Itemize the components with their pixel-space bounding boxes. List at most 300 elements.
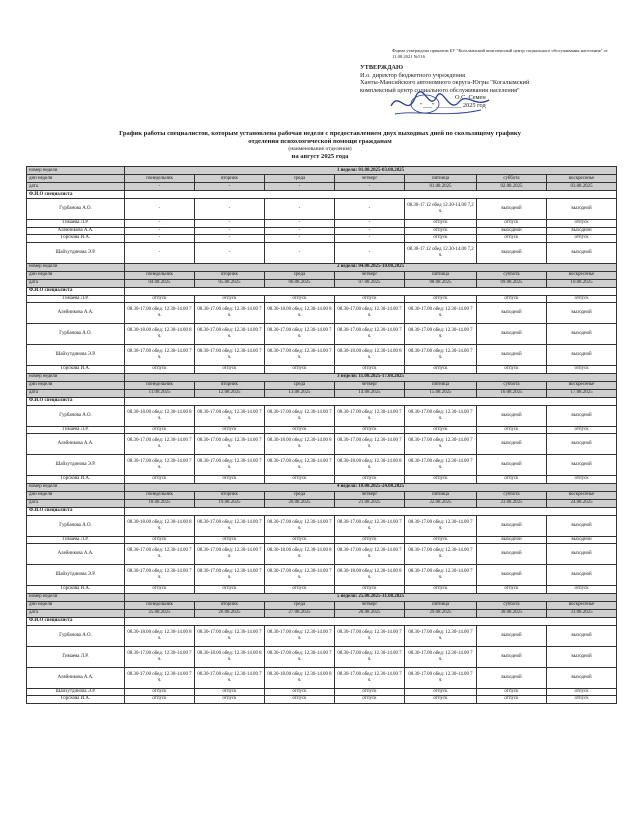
- week-title: 1 неделя: 01.08.2025-03.08.2025: [125, 167, 617, 175]
- shift-cell: 08.30-17.00 обед: 12.30-14.00 7 ч.: [125, 303, 195, 324]
- staff-section-label: Ф.И.О специалиста: [27, 287, 125, 295]
- staff-section-row: [27, 191, 617, 199]
- date-cell: 28.08.2025: [335, 609, 405, 617]
- shift-cell: 08.30-17.00 обед: 12.30-14.00 7 ч.: [405, 625, 477, 646]
- section-spacer: [125, 287, 617, 295]
- shift-cell: отпуск: [195, 426, 265, 434]
- week-number-row: [27, 483, 617, 491]
- date-cell: 05.08.2025: [195, 279, 265, 287]
- document-titles: [60, 130, 580, 161]
- shift-cell: 08.30-17.00 обед: 12.30-14.00 7 ч.: [335, 667, 405, 688]
- week-number-row: [27, 373, 617, 381]
- weekday-name: пятница: [405, 175, 477, 183]
- shift-cell: выходной: [477, 345, 547, 366]
- employee-name: Гурбанова А.О.: [27, 199, 125, 220]
- date-cell: 08.08.2025: [405, 279, 477, 287]
- shift-cell: отпуск: [195, 295, 265, 303]
- date-cell: 12.08.2025: [195, 389, 265, 397]
- week-number-row: [27, 263, 617, 271]
- employee-name: Гимаева Л.Р.: [27, 295, 125, 303]
- weekday-name: понедельник: [125, 491, 195, 499]
- shift-cell: 08.30-17.00 обед: 12.30-14.00 7 ч.: [195, 303, 265, 324]
- shift-cell: отпуск: [477, 426, 547, 434]
- weekday-name: среда: [265, 601, 335, 609]
- employee-name: Алейникова А.А.: [27, 544, 125, 565]
- employee-row: [27, 565, 617, 586]
- shift-cell: отпуск: [547, 688, 617, 696]
- approval-title: УТВЕРЖДАЮ: [360, 64, 404, 71]
- employee-name: Гурбанова А.О.: [27, 324, 125, 345]
- shift-cell: 08.30-18.00 обед: 12.30-14.00 8 ч.: [335, 455, 405, 476]
- shift-cell: 08.30-17.00 обед: 12.30-14.00 7 ч.: [335, 303, 405, 324]
- shift-cell: отпуск: [125, 586, 195, 594]
- shift-cell: отпуск: [125, 366, 195, 374]
- date-cell: 20.08.2025: [265, 499, 335, 507]
- date-cell: 14.08.2025: [335, 389, 405, 397]
- shift-cell: выходной: [547, 345, 617, 366]
- shift-cell: 08.30-17.00 обед: 12.30-14.00 7 ч.: [405, 515, 477, 536]
- weekday-name: суббота: [477, 271, 547, 279]
- employee-row: [27, 324, 617, 345]
- employee-row: [27, 227, 617, 235]
- shift-cell: выходной: [547, 515, 617, 536]
- shift-cell: -: [125, 199, 195, 220]
- shift-cell: выходной: [547, 199, 617, 220]
- employee-row: [27, 242, 617, 263]
- employee-row: [27, 295, 617, 303]
- date-cell: -: [195, 183, 265, 191]
- employee-row: [27, 405, 617, 426]
- date-cell: 30.08.2025: [477, 609, 547, 617]
- shift-cell: отпуск: [477, 586, 547, 594]
- weekday-name: четверг: [335, 381, 405, 389]
- shift-cell: отпуск: [335, 295, 405, 303]
- shift-cell: 08.30-18.00 обед: 12.30-14.00 8 ч.: [125, 324, 195, 345]
- dates-row: [27, 183, 617, 191]
- document-title: График работы специалистов, которым установлена рабочая неделя с предоставлением двух выходных дней по скользящему графику: [119, 130, 521, 137]
- shift-cell: отпуск: [265, 688, 335, 696]
- shift-cell: выходной: [477, 544, 547, 565]
- employee-name: Горскова И.А.: [27, 366, 125, 374]
- weekday-name: пятница: [405, 381, 477, 389]
- shift-cell: выходной: [477, 625, 547, 646]
- weekday-name: четверг: [335, 601, 405, 609]
- staff-section-label: Ф.И.О специалиста: [27, 617, 125, 625]
- shift-cell: отпуск: [547, 220, 617, 228]
- week-number-row: [27, 167, 617, 175]
- date-cell: 07.08.2025: [335, 279, 405, 287]
- employee-name: Шайхутдинова Э.Р.: [27, 565, 125, 586]
- shift-cell: отпуск: [125, 295, 195, 303]
- section-spacer: [125, 507, 617, 515]
- shift-cell: 08.30-17.00 обед: 12.30-14.00 7 ч.: [405, 405, 477, 426]
- shift-cell: отпуск: [547, 366, 617, 374]
- shift-cell: 08.30-18.00 обед: 12.30-14.00 8 ч.: [265, 544, 335, 565]
- shift-cell: выходной: [477, 565, 547, 586]
- weekday-name: среда: [265, 271, 335, 279]
- employee-row: [27, 455, 617, 476]
- employee-name: Шайхутдинова Э.Р.: [27, 688, 125, 696]
- weekdays-row: [27, 175, 617, 183]
- shift-cell: 08.30-17.00 обед: 12.30-14.00 7 ч.: [405, 544, 477, 565]
- employee-name: Горскова И.А.: [27, 235, 125, 243]
- department-note: (наименование отделения): [288, 145, 352, 152]
- staff-section-row: [27, 507, 617, 515]
- employee-row: [27, 536, 617, 544]
- date-cell: 01.08.2025: [405, 183, 477, 191]
- date-label: дата: [27, 279, 125, 287]
- shift-cell: отпуск: [335, 536, 405, 544]
- shift-cell: 08.30-17.00 обед: 12.30-14.00 7 ч.: [125, 565, 195, 586]
- employee-name: Шайхутдинова Э.Р.: [27, 455, 125, 476]
- shift-cell: 08.30-17.00 обед: 12.30-14.00 7 ч.: [405, 303, 477, 324]
- date-cell: 21.08.2025: [335, 499, 405, 507]
- shift-cell: 08.30-17.00 обед: 12.30-14.00 7 ч.: [405, 667, 477, 688]
- shift-cell: отпуск: [335, 476, 405, 484]
- shift-cell: -: [265, 242, 335, 263]
- approval-line-2: Ханты-Мансийского автономного округа-Югры "Когалымский: [360, 79, 530, 87]
- date-cell: 19.08.2025: [195, 499, 265, 507]
- shift-cell: 08.30-17.00 обед: 12.30-14.00 7 ч.: [265, 324, 335, 345]
- shift-cell: отпуск: [125, 688, 195, 696]
- shift-cell: 08.30-17.00 обед: 12.30-14.00 7 ч.: [335, 434, 405, 455]
- weekday-name: понедельник: [125, 381, 195, 389]
- shift-cell: отпуск: [335, 696, 405, 704]
- shift-cell: -: [125, 235, 195, 243]
- staff-section-row: [27, 617, 617, 625]
- shift-cell: отпуск: [405, 227, 477, 235]
- weekday-name: пятница: [405, 491, 477, 499]
- shift-cell: отпуск: [195, 688, 265, 696]
- week-title: 4 неделя: 18.08.2025-24.08.2025: [125, 483, 617, 491]
- shift-cell: выходной: [547, 405, 617, 426]
- shift-cell: 08.30-17.00 обед: 12.30-14.00 7 ч.: [405, 455, 477, 476]
- shift-cell: отпуск: [125, 696, 195, 704]
- shift-cell: выходной: [477, 646, 547, 667]
- weekday-name: воскресенье: [547, 491, 617, 499]
- weekday-name: вторник: [195, 175, 265, 183]
- weekdays-row: [27, 491, 617, 499]
- shift-cell: 08.30-17.00 обед: 12.30-14.00 7 ч.: [335, 515, 405, 536]
- shift-cell: 08.30-17.00 обед: 12.30-14.00 7 ч.: [405, 324, 477, 345]
- shift-cell: отпуск: [405, 586, 477, 594]
- weekday-name: вторник: [195, 491, 265, 499]
- date-label: дата: [27, 389, 125, 397]
- shift-cell: отпуск: [547, 426, 617, 434]
- shift-cell: 08.30-17.00 обед: 12.30-14.00 7 ч.: [265, 345, 335, 366]
- shift-cell: 08.30-17.00 обед: 12.30-14.00 7 ч.: [265, 565, 335, 586]
- employee-row: [27, 476, 617, 484]
- date-label: дата: [27, 609, 125, 617]
- shift-cell: выходной: [547, 536, 617, 544]
- shift-cell: выходной: [547, 242, 617, 263]
- approval-line-3: комплексный центр социального обслуживания населения": [360, 86, 520, 94]
- date-cell: 04.08.2025: [125, 279, 195, 287]
- weekday-name: четверг: [335, 175, 405, 183]
- date-cell: 26.08.2025: [195, 609, 265, 617]
- employee-row: [27, 345, 617, 366]
- date-label: дата: [27, 499, 125, 507]
- shift-cell: 08.30-17.00 обед: 12.30-14.00 7 ч.: [125, 544, 195, 565]
- shift-cell: 08.30-18.00 обед: 12.30-14.00 8 ч.: [265, 303, 335, 324]
- shift-cell: отпуск: [405, 426, 477, 434]
- date-cell: 09.08.2025: [477, 279, 547, 287]
- section-spacer: [125, 191, 617, 199]
- employee-row: [27, 366, 617, 374]
- weekday-name: суббота: [477, 491, 547, 499]
- shift-cell: отпуск: [547, 476, 617, 484]
- shift-cell: отпуск: [265, 426, 335, 434]
- employee-row: [27, 696, 617, 704]
- week-number-label: номер недели: [27, 483, 125, 491]
- shift-cell: -: [335, 235, 405, 243]
- shift-cell: отпуск: [265, 295, 335, 303]
- shift-cell: -: [335, 242, 405, 263]
- employee-row: [27, 646, 617, 667]
- shift-cell: отпуск: [195, 536, 265, 544]
- employee-row: [27, 515, 617, 536]
- department-name: отделения психологической помощи гражданам: [248, 137, 392, 145]
- shift-cell: -: [335, 199, 405, 220]
- shift-cell: 08.30-17.00 обед: 12.30-14.00 7 ч.: [195, 405, 265, 426]
- date-cell: 17.08.2025: [547, 389, 617, 397]
- shift-cell: выходной: [477, 303, 547, 324]
- shift-cell: -: [265, 227, 335, 235]
- shift-cell: 08.30-17.12 обед 12.30-14.00 7,2 ч.: [405, 242, 477, 263]
- date-cell: 31.08.2025: [547, 609, 617, 617]
- shift-cell: -: [125, 242, 195, 263]
- dates-row: [27, 389, 617, 397]
- employee-name: Гимаева Л.Р.: [27, 646, 125, 667]
- date-cell: 06.08.2025: [265, 279, 335, 287]
- weekday-name: четверг: [335, 271, 405, 279]
- employee-name: Горскова И.А.: [27, 476, 125, 484]
- shift-cell: 08.30-17.00 обед: 12.30-14.00 7 ч.: [405, 565, 477, 586]
- weekdays-row: [27, 381, 617, 389]
- shift-cell: 08.30-18.00 обед: 12.30-14.00 8 ч.: [125, 625, 195, 646]
- weekday-name: вторник: [195, 271, 265, 279]
- employee-name: Гурбанова А.О.: [27, 625, 125, 646]
- date-cell: -: [335, 183, 405, 191]
- shift-cell: 08.30-17.00 обед: 12.30-14.00 7 ч.: [195, 565, 265, 586]
- shift-cell: отпуск: [125, 476, 195, 484]
- employee-name: Алейникова А.А.: [27, 227, 125, 235]
- approval-line-1: И.о. директор бюджетного учреждения: [360, 71, 465, 79]
- shift-cell: 08.30-18.00 обед: 12.30-14.00 8 ч.: [195, 646, 265, 667]
- week-title: 3 неделя: 11.08.2025-17.08.2025: [125, 373, 617, 381]
- employee-row: [27, 625, 617, 646]
- shift-cell: отпуск: [125, 536, 195, 544]
- shift-cell: 08.30-17.00 обед: 12.30-14.00 7 ч.: [265, 515, 335, 536]
- employee-row: [27, 426, 617, 434]
- date-cell: 10.08.2025: [547, 279, 617, 287]
- dates-row: [27, 499, 617, 507]
- shift-cell: -: [265, 235, 335, 243]
- shift-cell: 08.30-18.00 обед: 12.30-14.00 8 ч.: [335, 565, 405, 586]
- shift-cell: 08.30-17.00 обед: 12.30-14.00 7 ч.: [125, 667, 195, 688]
- shift-cell: выходной: [477, 455, 547, 476]
- employee-row: [27, 667, 617, 688]
- weekday-name: среда: [265, 381, 335, 389]
- shift-cell: 08.30-17.00 обед: 12.30-14.00 7 ч.: [195, 324, 265, 345]
- week-number-label: номер недели: [27, 373, 125, 381]
- shift-cell: выходной: [477, 405, 547, 426]
- date-cell: -: [265, 183, 335, 191]
- employee-name: Алейникова А.А.: [27, 434, 125, 455]
- shift-cell: 08.30-17.00 обед: 12.30-14.00 7 ч.: [195, 515, 265, 536]
- shift-cell: -: [335, 220, 405, 228]
- date-cell: 24.08.2025: [547, 499, 617, 507]
- weekday-name: понедельник: [125, 175, 195, 183]
- form-approval-note: Форма утверждена приказом БУ "Когалымский комплексный центр социального обслуживания населения" от 11.08.2021 №516: [392, 48, 608, 59]
- shift-cell: 08.30-17.00 обед: 12.30-14.00 7 ч.: [405, 434, 477, 455]
- shift-cell: выходной: [477, 324, 547, 345]
- shift-cell: отпуск: [335, 586, 405, 594]
- date-cell: 15.08.2025: [405, 389, 477, 397]
- shift-cell: отпуск: [477, 295, 547, 303]
- weekdays-label: дни недели: [27, 491, 125, 499]
- shift-cell: 08.30-17.00 обед: 12.30-14.00 7 ч.: [265, 405, 335, 426]
- shift-cell: -: [195, 227, 265, 235]
- shift-cell: отпуск: [265, 476, 335, 484]
- weekday-name: понедельник: [125, 601, 195, 609]
- weekday-name: пятница: [405, 271, 477, 279]
- period-title: на август 2025 года: [291, 153, 349, 161]
- shift-cell: отпуск: [335, 366, 405, 374]
- shift-cell: 08.30-17.12 обед 12.30-14.00 7,2 ч.: [405, 199, 477, 220]
- date-cell: 11.08.2025: [125, 389, 195, 397]
- shift-cell: отпуск: [477, 688, 547, 696]
- weekday-name: среда: [265, 175, 335, 183]
- staff-section-label: Ф.И.О специалиста: [27, 507, 125, 515]
- shift-cell: 08.30-17.00 обед: 12.30-14.00 7 ч.: [195, 544, 265, 565]
- shift-cell: выходной: [477, 199, 547, 220]
- staff-section-label: Ф.И.О специалиста: [27, 397, 125, 405]
- shift-cell: отпуск: [195, 476, 265, 484]
- weekday-name: среда: [265, 491, 335, 499]
- week-number-label: номер недели: [27, 263, 125, 271]
- date-cell: 22.08.2025: [405, 499, 477, 507]
- weekdays-row: [27, 271, 617, 279]
- employee-name: Горскова И.А.: [27, 586, 125, 594]
- employee-row: [27, 586, 617, 594]
- shift-cell: отпуск: [335, 688, 405, 696]
- shift-cell: отпуск: [405, 366, 477, 374]
- shift-cell: отпуск: [405, 235, 477, 243]
- shift-cell: отпуск: [195, 366, 265, 374]
- shift-cell: 08.30-18.00 обед: 12.30-14.00 8 ч.: [335, 345, 405, 366]
- shift-cell: 08.30-17.00 обед: 12.30-14.00 7 ч.: [125, 455, 195, 476]
- shift-cell: выходной: [547, 667, 617, 688]
- shift-cell: выходной: [547, 303, 617, 324]
- shift-cell: выходной: [477, 227, 547, 235]
- employee-row: [27, 688, 617, 696]
- shift-cell: 08.30-18.00 обед: 12.30-14.00 8 ч.: [125, 405, 195, 426]
- shift-cell: отпуск: [547, 295, 617, 303]
- date-cell: 13.08.2025: [265, 389, 335, 397]
- employee-name: Гурбанова А.О.: [27, 515, 125, 536]
- shift-cell: отпуск: [265, 366, 335, 374]
- shift-cell: -: [125, 227, 195, 235]
- shift-cell: отпуск: [265, 586, 335, 594]
- shift-cell: 08.30-17.00 обед: 12.30-14.00 7 ч.: [125, 434, 195, 455]
- staff-section-row: [27, 287, 617, 295]
- shift-cell: 08.30-17.00 обед: 12.30-14.00 7 ч.: [335, 405, 405, 426]
- shift-cell: 08.30-18.00 обед: 12.30-14.00 8 ч.: [265, 434, 335, 455]
- shift-cell: 08.30-17.00 обед: 12.30-14.00 7 ч.: [195, 345, 265, 366]
- shift-cell: выходной: [477, 515, 547, 536]
- shift-cell: отпуск: [477, 220, 547, 228]
- dates-row: [27, 609, 617, 617]
- shift-cell: отпуск: [195, 586, 265, 594]
- date-cell: 03.08.2025: [547, 183, 617, 191]
- shift-cell: выходной: [547, 625, 617, 646]
- weekdays-label: дни недели: [27, 601, 125, 609]
- dates-row: [27, 279, 617, 287]
- shift-cell: 08.30-17.00 обед: 12.30-14.00 7 ч.: [335, 324, 405, 345]
- employee-name: Шайхутдинова Э.Р.: [27, 242, 125, 263]
- shift-cell: 08.30-17.00 обед: 12.30-14.00 7 ч.: [125, 646, 195, 667]
- weekday-name: воскресенье: [547, 271, 617, 279]
- weekdays-label: дни недели: [27, 381, 125, 389]
- shift-cell: -: [335, 227, 405, 235]
- shift-cell: отпуск: [405, 536, 477, 544]
- shift-cell: выходной: [547, 434, 617, 455]
- date-cell: -: [125, 183, 195, 191]
- shift-cell: 08.30-17.00 обед: 12.30-14.00 7 ч.: [265, 625, 335, 646]
- section-spacer: [125, 397, 617, 405]
- weekday-name: пятница: [405, 601, 477, 609]
- date-cell: 02.08.2025: [477, 183, 547, 191]
- shift-cell: 08.30-17.00 обед: 12.30-14.00 7 ч.: [265, 455, 335, 476]
- week-title: 2 неделя: 04.08.2025-10.08.2025: [125, 263, 617, 271]
- employee-row: [27, 303, 617, 324]
- staff-section-label: Ф.И.О специалиста: [27, 191, 125, 199]
- approval-signatory: О.С. Семен: [455, 94, 486, 102]
- approval-date: "___" ________ 2025 год: [420, 101, 486, 109]
- date-cell: 25.08.2025: [125, 609, 195, 617]
- employee-name: Гимаева Л.Р.: [27, 426, 125, 434]
- shift-cell: 08.30-17.00 обед: 12.30-14.00 7 ч.: [195, 455, 265, 476]
- shift-cell: выходной: [547, 646, 617, 667]
- shift-cell: 08.30-17.00 обед: 12.30-14.00 7 ч.: [335, 646, 405, 667]
- weekdays-label: дни недели: [27, 175, 125, 183]
- weekday-name: четверг: [335, 491, 405, 499]
- shift-cell: 08.30-18.00 обед: 12.30-14.00 8 ч.: [265, 667, 335, 688]
- shift-cell: -: [265, 199, 335, 220]
- staff-section-row: [27, 397, 617, 405]
- shift-cell: 08.30-17.00 обед: 12.30-14.00 7 ч.: [265, 646, 335, 667]
- shift-cell: -: [125, 220, 195, 228]
- employee-name: Алейникова А.А.: [27, 303, 125, 324]
- employee-name: Шайхутдинова Э.Р.: [27, 345, 125, 366]
- shift-cell: отпуск: [547, 235, 617, 243]
- shift-cell: выходной: [477, 667, 547, 688]
- shift-cell: 08.30-17.00 обед: 12.30-14.00 7 ч.: [195, 667, 265, 688]
- shift-cell: отпуск: [547, 696, 617, 704]
- employee-row: [27, 199, 617, 220]
- weekday-name: вторник: [195, 601, 265, 609]
- weekday-name: воскресенье: [547, 381, 617, 389]
- shift-cell: отпуск: [405, 220, 477, 228]
- shift-cell: выходной: [477, 434, 547, 455]
- date-cell: 29.08.2025: [405, 609, 477, 617]
- week-number-label: номер недели: [27, 167, 125, 175]
- shift-cell: 08.30-17.00 обед: 12.30-14.00 7 ч.: [195, 625, 265, 646]
- shift-cell: 08.30-17.00 обед: 12.30-14.00 7 ч.: [195, 434, 265, 455]
- shift-cell: отпуск: [335, 426, 405, 434]
- weekday-name: вторник: [195, 381, 265, 389]
